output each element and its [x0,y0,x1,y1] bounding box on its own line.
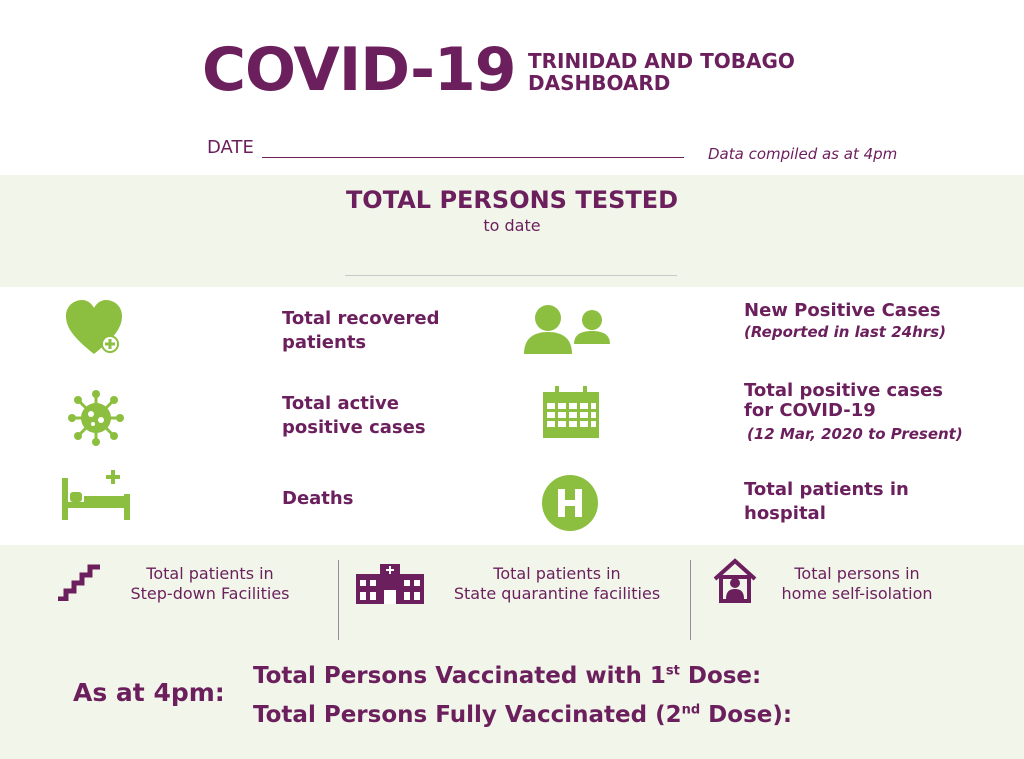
dose1-prefix: Total Persons Vaccinated with 1 [253,663,666,689]
tested-subtitle: to date [483,216,541,235]
heart-plus-icon [64,298,128,358]
stepdown-label [110,564,310,604]
subtitle-line-2: DASHBOARD [528,71,671,95]
calendar-icon [541,386,601,440]
dose2-suffix: Dose): [700,702,793,728]
active-label [282,392,426,440]
dose1-label [253,663,761,689]
new-positive-title: New Positive Cases [744,300,941,321]
new-positive-note: (Reported in last 24hrs) [744,323,946,341]
dose2-sup: nd [681,702,701,718]
hospital-label [744,478,909,526]
hospital-label-line-1: Total patients in [744,479,909,500]
home-label-line-2: home self-isolation [781,584,933,603]
active-label-line-1: Total active [282,393,399,414]
home-label-line-1: Total persons in [794,564,920,583]
as-at-label: As at 4pm: [73,678,225,707]
dose2-label [253,702,792,728]
deaths-label: Deaths [282,488,354,509]
hospital-bed-icon [60,468,134,522]
total-positive-line-2: for COVID-19 [744,400,876,421]
stairs-icon [56,563,104,601]
active-label-line-2: positive cases [282,417,426,438]
dose2-prefix: Total Persons Fully Vaccinated (2 [253,702,682,728]
dose1-suffix: Dose: [679,663,762,689]
quarantine-label-line-2: State quarantine facilities [453,584,661,603]
new-positive-label [744,299,946,341]
compiled-note: Data compiled as at 4pm [708,145,898,163]
page-title: COVID-19 [202,35,516,105]
recovered-label [282,307,439,355]
divider-2 [690,560,691,640]
quarantine-label-line-1: Total patients in [493,564,621,583]
stepdown-label-line-1: Total patients in [146,564,274,583]
virus-icon [68,390,124,446]
hospital-label-line-2: hospital [744,503,826,524]
page-subtitle [528,50,795,94]
date-label: DATE [207,137,254,158]
dose1-sup: st [665,663,680,679]
hospital-h-icon [541,474,599,532]
date-blank-line [262,157,684,158]
home-label [762,564,952,604]
quarantine-label [432,564,682,604]
subtitle-line-1: TRINIDAD AND TOBAGO [528,49,795,73]
total-positive-label [744,381,963,443]
stepdown-label-line-2: Step-down Facilities [130,584,290,603]
recovered-label-line-1: Total recovered [282,308,440,329]
total-positive-line-1: Total positive cases [744,380,944,401]
home-person-icon [711,557,759,603]
recovered-label-line-2: patients [282,332,367,353]
tested-title: TOTAL PERSONS TESTED [345,186,679,214]
people-icon [522,304,612,356]
tested-blank-line [345,275,677,276]
divider-1 [338,560,339,640]
building-icon [354,562,426,604]
total-positive-note: (12 Mar, 2020 to Present) [747,425,963,443]
